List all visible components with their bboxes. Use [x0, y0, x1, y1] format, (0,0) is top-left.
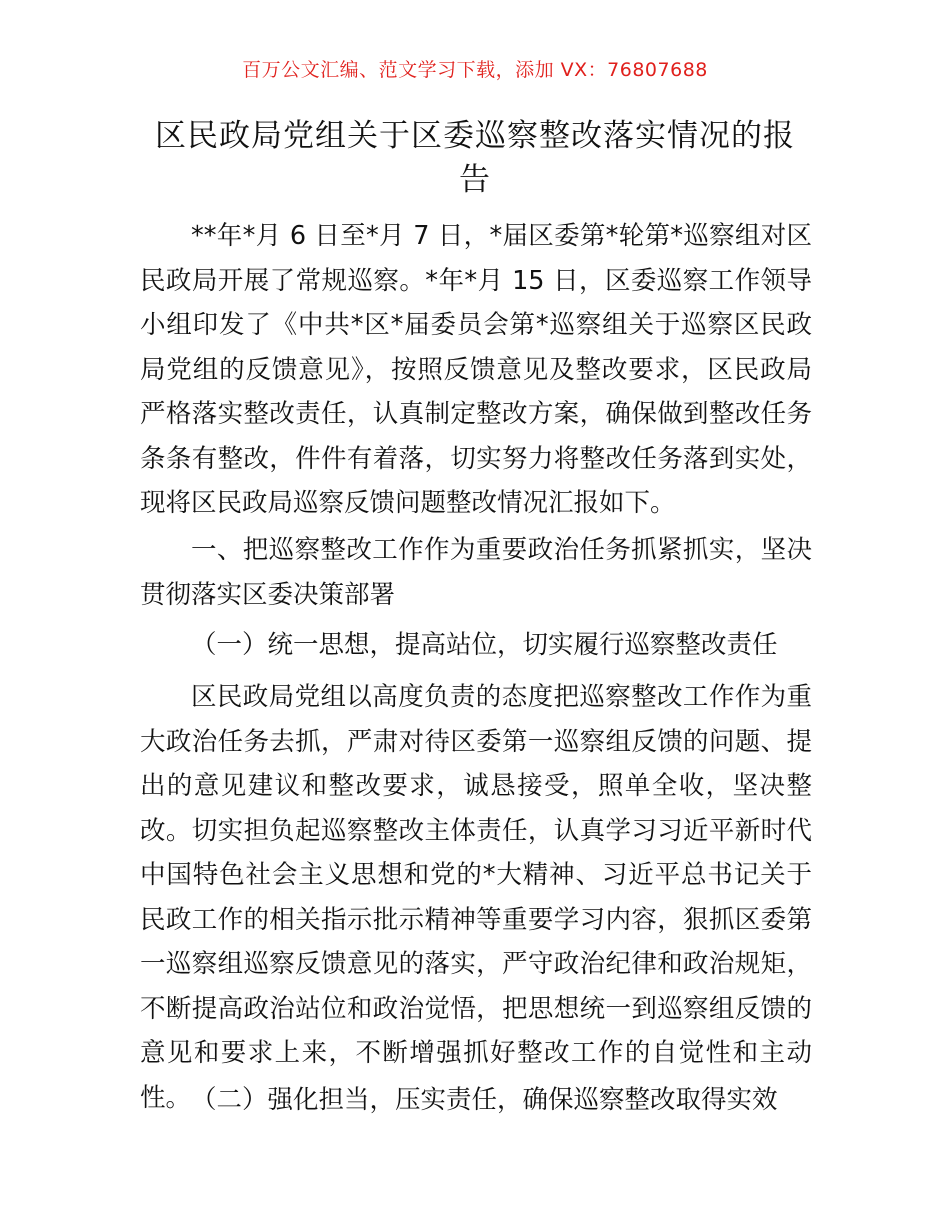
intro-paragraph: **年*月 6 日至*月 7 日，*届区委第*轮第*巡察组对区民政局开展了常规巡察。*年*月 15 日，区委巡察工作领导小组印发了《中共*区*届委员会第*巡察组关于巡察区民政局党组的反馈意见》，按照反馈意见及整改要求，区民政局严格落实整改责任，认真制定整改方案，确保做到整改任务条条有整改，件件有着落，切实努力将整改任务落到实处，现将区民政局巡察反馈问题整改情况汇报如下。 — [140, 221, 812, 518]
document-title: 区民政局党组关于区委巡察整改落实情况的报告 — [155, 118, 795, 198]
subsection-heading-2: （二）强化担当，压实责任，确保巡察整改取得实效 — [191, 1085, 778, 1115]
subsection-heading-1: （一）统一思想，提高站位，切实履行巡察整改责任 — [191, 630, 778, 660]
body-paragraph: 区民政局党组以高度负责的态度把巡察整改工作作为重大政治任务去抓，严肃对待区委第一巡察组反馈的问题、提出的意见建议和整改要求，诚恳接受，照单全收，坚决整改。切实担负起巡察整改主体责任，认真学习习近平新时代中国特色社会主义思想和党的*大精神、习近平总书记关于民政工作的相关指示批示精神等重要学习内容，狠抓区委第一巡察组巡察反馈意见的落实，严守政治纪律和政治规矩，不断提高政治站位和政治觉悟，把思想统一到巡察组反馈的意见和要求上来，不断增强抓好整改工作的自觉性和主动性。 — [140, 682, 812, 1113]
section-heading-1: 一、把巡察整改工作作为重要政治任务抓紧抓实，坚决贯彻落实区委决策部署 — [140, 535, 812, 610]
watermark-banner: 百万公文汇编、范文学习下载，添加 VX：76807688 — [242, 59, 708, 81]
